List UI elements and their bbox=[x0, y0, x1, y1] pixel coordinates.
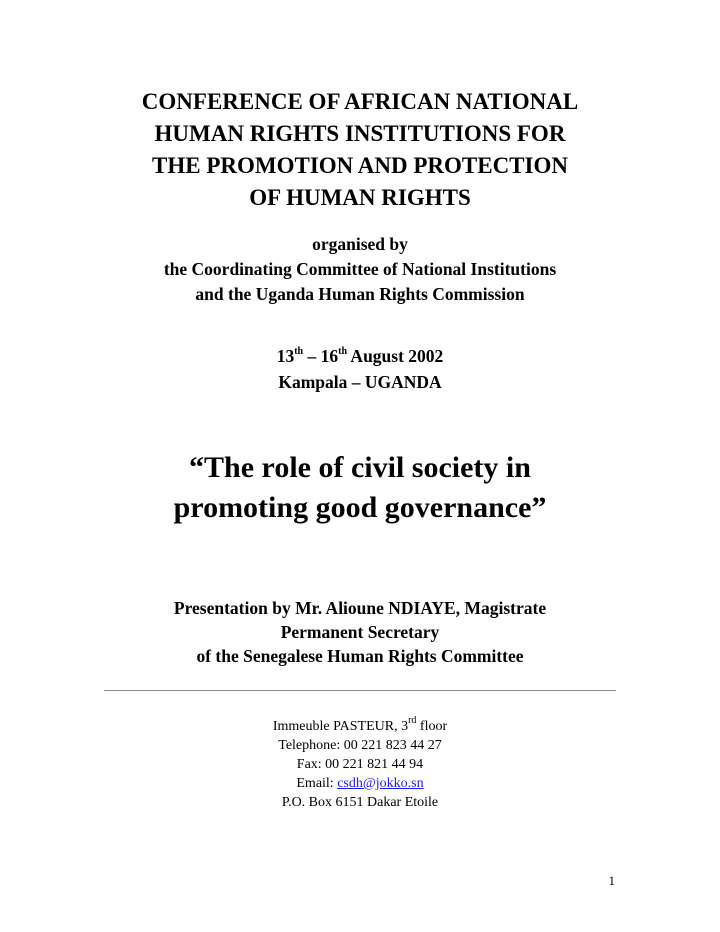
end-day-suffix: th bbox=[338, 346, 348, 358]
contact-telephone: Telephone: 00 221 823 44 27 bbox=[278, 738, 442, 753]
horizontal-divider bbox=[104, 690, 616, 691]
conference-title-line-4: OF HUMAN RIGHTS bbox=[249, 185, 471, 210]
page-number: 1 bbox=[608, 873, 615, 888]
presenter-line-2: Permanent Secretary bbox=[280, 622, 440, 642]
contact-block bbox=[0, 717, 720, 812]
start-day-suffix: th bbox=[294, 346, 304, 358]
contact-fax: Fax: 00 221 821 44 94 bbox=[296, 757, 424, 772]
presenter-line-1: Presentation by Mr. Alioune NDIAYE, Magistrate bbox=[173, 598, 547, 618]
conference-title-line-1: CONFERENCE OF AFRICAN NATIONAL bbox=[141, 89, 579, 114]
organised-by-label: organised by bbox=[312, 234, 408, 254]
event-location: Kampala – UGANDA bbox=[278, 372, 442, 392]
conference-title bbox=[0, 86, 720, 214]
event-details bbox=[0, 343, 720, 395]
contact-address bbox=[0, 717, 720, 736]
date-separator: – bbox=[303, 346, 321, 366]
email-label: Email: bbox=[296, 776, 338, 791]
address-prefix: Immeuble PASTEUR, 3 bbox=[272, 719, 409, 734]
presenter-block bbox=[0, 596, 720, 668]
topic-line-2: promoting good governance” bbox=[173, 491, 547, 524]
presenter-line-3: of the Senegalese Human Rights Committee bbox=[196, 646, 524, 666]
end-day: 16 bbox=[320, 346, 339, 366]
floor-suffix: rd bbox=[408, 715, 417, 727]
organiser-line-1: the Coordinating Committee of National Institutions bbox=[163, 259, 557, 279]
event-dates bbox=[0, 343, 720, 369]
organisers-block bbox=[0, 232, 720, 307]
topic-line-1: “The role of civil society in bbox=[189, 451, 531, 484]
month-year: August 2002 bbox=[347, 346, 444, 366]
email-link[interactable]: csdh@jokko.sn bbox=[337, 776, 424, 791]
conference-title-line-3: THE PROMOTION AND PROTECTION bbox=[152, 153, 568, 178]
presentation-topic bbox=[0, 448, 720, 528]
contact-email bbox=[0, 774, 720, 793]
organiser-line-2: and the Uganda Human Rights Commission bbox=[195, 284, 525, 304]
start-day: 13 bbox=[276, 346, 295, 366]
address-rest: floor bbox=[416, 719, 448, 734]
conference-title-line-2: HUMAN RIGHTS INSTITUTIONS FOR bbox=[154, 121, 566, 146]
contact-po-box: P.O. Box 6151 Dakar Etoile bbox=[281, 795, 439, 810]
